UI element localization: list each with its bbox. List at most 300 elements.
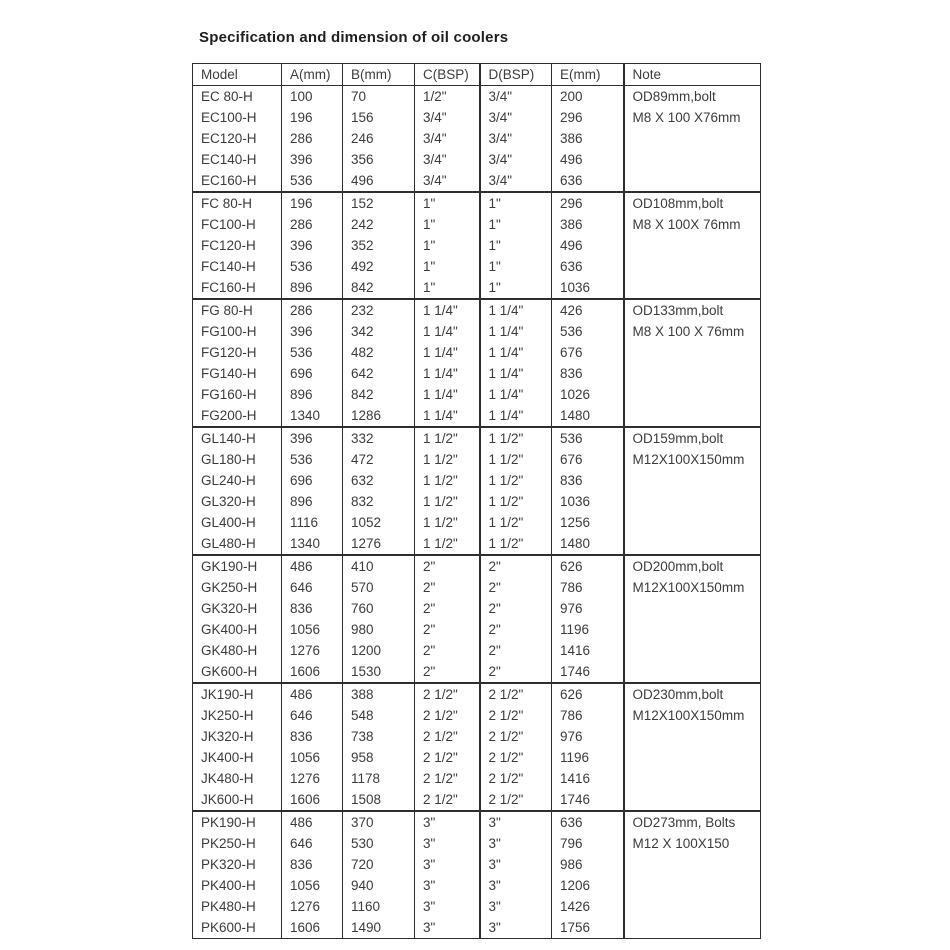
column-header-note: Note: [624, 64, 761, 86]
table-cell: 1340: [282, 405, 343, 427]
header-row: [193, 64, 761, 86]
table-row: [193, 342, 761, 363]
table-cell: 3/4": [480, 128, 552, 149]
table-cell: 3": [480, 875, 552, 896]
model-cell: JK480-H: [201, 771, 254, 786]
table-cell: OD159mm,bolt: [624, 427, 761, 449]
table-cell: 3": [480, 833, 552, 854]
table-cell: 3": [415, 833, 480, 854]
model-cell: GL240-H: [201, 473, 256, 488]
table-cell: 3": [480, 811, 552, 833]
table-cell: 396: [282, 235, 343, 256]
table-cell: M12 X 100X150: [624, 833, 761, 854]
model-cell: EC120-H: [201, 131, 257, 146]
table-row: [193, 491, 761, 512]
model-cell: GK400-H: [201, 622, 258, 637]
model-cell: JK600-H: [201, 792, 254, 807]
table-cell: 296: [552, 192, 624, 214]
table-cell: 1": [480, 214, 552, 235]
table-cell: 196: [282, 107, 343, 128]
table-cell: 1530: [343, 661, 415, 683]
model-cell: EC 80-H: [201, 89, 253, 104]
column-header-b: B(mm): [343, 64, 415, 86]
table-cell: 1": [480, 235, 552, 256]
table-cell: 2 1/2": [415, 683, 480, 705]
table-cell: 738: [343, 726, 415, 747]
model-cell: PK250-H: [201, 836, 256, 851]
table-cell: 1480: [552, 405, 624, 427]
column-header-d: D(BSP): [480, 64, 552, 86]
model-cell: FG160-H: [201, 387, 257, 402]
table-cell: 2 1/2": [480, 768, 552, 789]
model-cell: GL400-H: [201, 515, 256, 530]
table-cell: 2": [415, 598, 480, 619]
model-cell: FG 80-H: [193, 299, 282, 321]
table-row: [193, 449, 761, 470]
model-cell: PK400-H: [201, 878, 256, 893]
table-cell: 1 1/2": [415, 533, 480, 555]
table-cell: 842: [343, 384, 415, 405]
table-cell: 1 1/4": [415, 342, 480, 363]
table-cell: 1746: [552, 789, 624, 811]
table-row: [193, 299, 761, 321]
table-cell: 3/4": [415, 149, 480, 170]
table-cell: 1756: [552, 917, 624, 939]
table-cell: 396: [282, 149, 343, 170]
table-cell: 1160: [343, 896, 415, 917]
table-cell: 1 1/2": [415, 470, 480, 491]
column-header-c: C(BSP): [415, 64, 480, 86]
table-cell: 626: [552, 683, 624, 705]
table-cell: 286: [282, 128, 343, 149]
table-cell: 676: [552, 449, 624, 470]
table-cell: 3": [415, 917, 480, 939]
table-cell: 2": [415, 640, 480, 661]
table-row: [193, 577, 761, 598]
table-cell: 832: [343, 491, 415, 512]
table-cell: 492: [343, 256, 415, 277]
table-row: [193, 235, 761, 256]
table-cell: 2": [480, 598, 552, 619]
table-cell: 3/4": [480, 149, 552, 170]
table-cell: 896: [282, 277, 343, 299]
table-cell: 1 1/4": [480, 299, 552, 321]
table-cell: [624, 640, 761, 661]
table-cell: 426: [552, 299, 624, 321]
table-cell: 232: [343, 299, 415, 321]
model-cell: FG100-H: [201, 324, 257, 339]
table-cell: 636: [552, 256, 624, 277]
model-cell: GL320-H: [201, 494, 256, 509]
table-cell: [624, 384, 761, 405]
table-cell: 1 1/2": [415, 449, 480, 470]
table-cell: 156: [343, 107, 415, 128]
table-cell: 396: [282, 321, 343, 342]
table-cell: 496: [343, 170, 415, 192]
table-cell: 1286: [343, 405, 415, 427]
table-cell: 1 1/2": [480, 427, 552, 449]
table-cell: 676: [552, 342, 624, 363]
table-cell: 342: [343, 321, 415, 342]
table-cell: 1 1/4": [480, 321, 552, 342]
table-cell: 246: [343, 128, 415, 149]
table-cell: 482: [343, 342, 415, 363]
table-cell: 496: [552, 149, 624, 170]
table-cell: 1036: [552, 277, 624, 299]
table-cell: 1196: [552, 747, 624, 768]
table-cell: 646: [282, 833, 343, 854]
table-cell: 2 1/2": [415, 747, 480, 768]
table-cell: 1 1/2": [415, 512, 480, 533]
model-cell: GL480-H: [201, 536, 256, 551]
table-cell: 536: [282, 342, 343, 363]
table-cell: 1340: [282, 533, 343, 555]
table-cell: 3": [480, 896, 552, 917]
table-row: [193, 747, 761, 768]
table-cell: 1056: [282, 619, 343, 640]
table-cell: 196: [282, 192, 343, 214]
table-cell: 1416: [552, 640, 624, 661]
table-cell: 1 1/4": [480, 405, 552, 427]
model-cell: FC160-H: [201, 280, 256, 295]
table-cell: 1276: [282, 640, 343, 661]
table-cell: [624, 598, 761, 619]
table-cell: 1036: [552, 491, 624, 512]
model-cell: FG140-H: [201, 366, 257, 381]
table-cell: 836: [552, 363, 624, 384]
table-cell: 1 1/2": [415, 427, 480, 449]
table-cell: [624, 491, 761, 512]
table-row: [193, 149, 761, 170]
table-cell: 536: [552, 427, 624, 449]
table-cell: [624, 533, 761, 555]
table-cell: 3/4": [480, 107, 552, 128]
table-cell: 1": [480, 192, 552, 214]
table-cell: 70: [343, 86, 415, 108]
table-row: [193, 598, 761, 619]
model-cell: JK320-H: [201, 729, 254, 744]
table-cell: 2": [480, 577, 552, 598]
table-cell: 388: [343, 683, 415, 705]
table-cell: 356: [343, 149, 415, 170]
table-cell: 296: [552, 107, 624, 128]
table-cell: [624, 170, 761, 192]
table-row: [193, 170, 761, 192]
table-cell: 958: [343, 747, 415, 768]
table-cell: 1 1/4": [415, 405, 480, 427]
table-cell: OD273mm, Bolts: [624, 811, 761, 833]
table-cell: [624, 277, 761, 299]
table-cell: 3/4": [480, 170, 552, 192]
table-row: [193, 768, 761, 789]
column-header-e: E(mm): [552, 64, 624, 86]
table-cell: 200: [552, 86, 624, 108]
column-header-a: A(mm): [282, 64, 343, 86]
table-cell: 3": [415, 896, 480, 917]
table-cell: 1 1/2": [480, 491, 552, 512]
table-cell: 1426: [552, 896, 624, 917]
model-cell: GK250-H: [201, 580, 258, 595]
model-cell: FC100-H: [201, 217, 256, 232]
table-cell: 1490: [343, 917, 415, 939]
model-cell: PK600-H: [201, 920, 256, 935]
table-row: [193, 277, 761, 299]
model-cell: PK190-H: [193, 811, 282, 833]
model-cell: JK250-H: [201, 708, 254, 723]
table-row: [193, 512, 761, 533]
table-cell: [624, 854, 761, 875]
table-row: [193, 107, 761, 128]
table-cell: 3": [415, 811, 480, 833]
table-cell: 636: [552, 811, 624, 833]
table-cell: M8 X 100X 76mm: [624, 214, 761, 235]
table-cell: 842: [343, 277, 415, 299]
table-cell: 486: [282, 555, 343, 577]
table-cell: M8 X 100 X 76mm: [624, 321, 761, 342]
table-cell: 2": [415, 619, 480, 640]
table-cell: M8 X 100 X76mm: [624, 107, 761, 128]
table-cell: 3": [480, 854, 552, 875]
table-row: [193, 363, 761, 384]
table-cell: 1606: [282, 917, 343, 939]
table-row: [193, 470, 761, 491]
table-row: [193, 661, 761, 683]
table-cell: 896: [282, 491, 343, 512]
table-cell: 496: [552, 235, 624, 256]
table-cell: M12X100X150mm: [624, 577, 761, 598]
table-cell: 636: [552, 170, 624, 192]
table-cell: 570: [343, 577, 415, 598]
table-cell: 1 1/2": [480, 470, 552, 491]
table-cell: 486: [282, 811, 343, 833]
table-cell: [624, 747, 761, 768]
table-cell: 786: [552, 577, 624, 598]
table-cell: 370: [343, 811, 415, 833]
table-cell: 536: [282, 256, 343, 277]
table-row: [193, 683, 761, 705]
table-cell: 1": [415, 277, 480, 299]
table-cell: 1 1/4": [480, 384, 552, 405]
table-cell: 1056: [282, 875, 343, 896]
table-cell: 2 1/2": [480, 726, 552, 747]
table-row: [193, 192, 761, 214]
table-cell: 396: [282, 427, 343, 449]
spec-table: [192, 63, 761, 939]
table-row: [193, 705, 761, 726]
table-cell: 3": [480, 917, 552, 939]
table-cell: 1276: [343, 533, 415, 555]
table-cell: 548: [343, 705, 415, 726]
table-row: [193, 533, 761, 555]
table-cell: 632: [343, 470, 415, 491]
table-cell: OD89mm,bolt: [624, 86, 761, 108]
table-cell: 3/4": [415, 170, 480, 192]
model-cell: PK320-H: [201, 857, 256, 872]
table-cell: OD133mm,bolt: [624, 299, 761, 321]
table-cell: [624, 875, 761, 896]
table-cell: 1": [415, 235, 480, 256]
model-cell: GK320-H: [201, 601, 258, 616]
table-cell: 1508: [343, 789, 415, 811]
table-row: [193, 128, 761, 149]
table-row: [193, 811, 761, 833]
table-cell: 786: [552, 705, 624, 726]
table-cell: 3/4": [480, 86, 552, 108]
table-cell: 646: [282, 705, 343, 726]
model-cell: JK400-H: [201, 750, 254, 765]
table-cell: 536: [282, 170, 343, 192]
table-cell: 986: [552, 854, 624, 875]
table-cell: 796: [552, 833, 624, 854]
table-cell: 2": [480, 661, 552, 683]
model-cell: FG120-H: [201, 345, 257, 360]
table-cell: 646: [282, 577, 343, 598]
table-cell: 2 1/2": [480, 789, 552, 811]
table-cell: 1 1/4": [415, 363, 480, 384]
table-cell: 2": [480, 555, 552, 577]
table-cell: 410: [343, 555, 415, 577]
table-cell: 1416: [552, 768, 624, 789]
model-cell: GK600-H: [201, 664, 258, 679]
table-cell: 242: [343, 214, 415, 235]
table-cell: 1746: [552, 661, 624, 683]
table-cell: [624, 128, 761, 149]
table-cell: 2 1/2": [480, 705, 552, 726]
table-cell: 1 1/4": [480, 363, 552, 384]
table-cell: 1178: [343, 768, 415, 789]
table-row: [193, 917, 761, 939]
table-row: [193, 619, 761, 640]
table-cell: 1 1/2": [480, 512, 552, 533]
table-cell: [624, 342, 761, 363]
table-cell: 1": [415, 256, 480, 277]
table-cell: 980: [343, 619, 415, 640]
model-cell: FC120-H: [201, 238, 256, 253]
table-row: [193, 640, 761, 661]
table-cell: [624, 512, 761, 533]
table-cell: 2": [415, 577, 480, 598]
model-cell: GK480-H: [201, 643, 258, 658]
table-cell: OD108mm,bolt: [624, 192, 761, 214]
table-cell: 536: [552, 321, 624, 342]
table-row: [193, 256, 761, 277]
table-cell: 152: [343, 192, 415, 214]
table-cell: 1 1/2": [415, 491, 480, 512]
table-cell: [624, 363, 761, 384]
table-cell: 836: [282, 726, 343, 747]
table-cell: 836: [282, 598, 343, 619]
table-cell: 3/4": [415, 128, 480, 149]
table-body: [193, 86, 761, 939]
table-cell: 536: [282, 449, 343, 470]
table-cell: 1206: [552, 875, 624, 896]
table-cell: 352: [343, 235, 415, 256]
table-cell: 1 1/4": [415, 299, 480, 321]
table-cell: [624, 235, 761, 256]
model-cell: EC140-H: [201, 152, 257, 167]
table-cell: 940: [343, 875, 415, 896]
table-cell: [624, 917, 761, 939]
table-cell: 1256: [552, 512, 624, 533]
table-cell: 2": [415, 661, 480, 683]
table-row: [193, 875, 761, 896]
table-cell: 486: [282, 683, 343, 705]
table-cell: 286: [282, 214, 343, 235]
table-cell: 2 1/2": [415, 768, 480, 789]
table-cell: [624, 768, 761, 789]
table-cell: 1606: [282, 789, 343, 811]
table-cell: [624, 619, 761, 640]
table-cell: 2": [480, 640, 552, 661]
table-cell: 286: [282, 299, 343, 321]
table-row: [193, 405, 761, 427]
table-cell: 696: [282, 470, 343, 491]
model-cell: EC160-H: [201, 173, 257, 188]
table-row: [193, 555, 761, 577]
table-cell: 2": [480, 619, 552, 640]
table-header: [193, 64, 761, 86]
table-row: [193, 321, 761, 342]
table-cell: [624, 661, 761, 683]
table-cell: 896: [282, 384, 343, 405]
table-cell: 760: [343, 598, 415, 619]
table-cell: 1": [415, 214, 480, 235]
table-cell: 386: [552, 214, 624, 235]
table-cell: 1276: [282, 768, 343, 789]
table-cell: 3/4": [415, 107, 480, 128]
table-cell: 1196: [552, 619, 624, 640]
table-cell: 1480: [552, 533, 624, 555]
table-cell: 976: [552, 726, 624, 747]
model-cell: FC 80-H: [193, 192, 282, 214]
table-cell: 530: [343, 833, 415, 854]
table-cell: [624, 256, 761, 277]
table-cell: 2 1/2": [415, 705, 480, 726]
table-cell: 696: [282, 363, 343, 384]
table-row: [193, 854, 761, 875]
model-cell: GL180-H: [201, 452, 256, 467]
table-cell: 2 1/2": [415, 789, 480, 811]
table-cell: 1606: [282, 661, 343, 683]
model-cell: PK480-H: [201, 899, 256, 914]
table-cell: 642: [343, 363, 415, 384]
table-cell: 2": [415, 555, 480, 577]
table-cell: 472: [343, 449, 415, 470]
model-cell: EC100-H: [201, 110, 257, 125]
table-cell: 1200: [343, 640, 415, 661]
table-cell: 2 1/2": [480, 683, 552, 705]
table-cell: 332: [343, 427, 415, 449]
table-row: [193, 726, 761, 747]
table-cell: [624, 470, 761, 491]
table-cell: [624, 896, 761, 917]
table-cell: 1 1/4": [480, 342, 552, 363]
column-header-model: Model: [193, 64, 282, 86]
table-cell: 720: [343, 854, 415, 875]
model-cell: JK190-H: [193, 683, 282, 705]
table-cell: 100: [282, 86, 343, 108]
table-cell: 1": [415, 192, 480, 214]
table-cell: 626: [552, 555, 624, 577]
table-row: [193, 214, 761, 235]
table-cell: M12X100X150mm: [624, 705, 761, 726]
table-cell: 1 1/2": [480, 449, 552, 470]
table-cell: 1276: [282, 896, 343, 917]
table-cell: 3": [415, 854, 480, 875]
table-row: [193, 427, 761, 449]
table-cell: [624, 405, 761, 427]
table-row: [193, 789, 761, 811]
